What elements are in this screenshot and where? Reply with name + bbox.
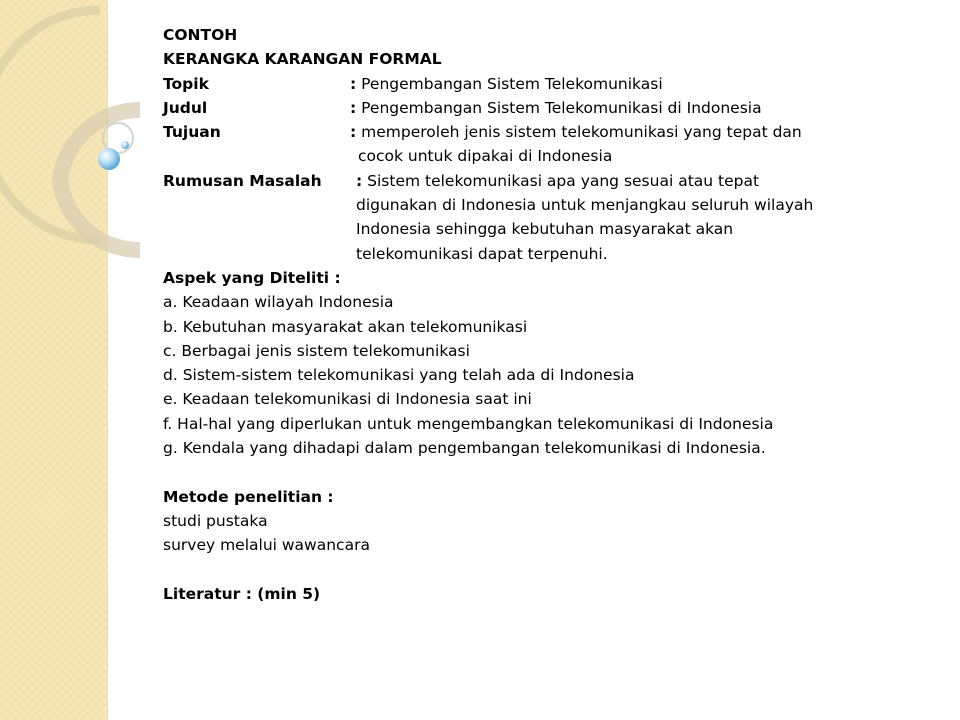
field-colon: : [350,98,357,117]
field-label: Topik [163,74,209,93]
aspek-item: d. Sistem-sistem telekomunikasi yang telah ada di Indonesia [163,366,635,385]
metode-item: survey melalui wawancara [163,536,370,555]
heading-kerangka: KERANGKA KARANGAN FORMAL [163,50,442,69]
metode-item: studi pustaka [163,511,268,530]
field-colon: : [350,74,357,93]
field-rumusan-continuation [163,193,943,217]
inner-arc [60,110,140,250]
field-label: Rumusan Masalah [163,171,322,190]
field-topik [163,72,943,96]
field-tujuan-continuation [163,144,943,168]
metode-heading: Metode penelitian : [163,487,334,506]
field-judul [163,96,943,120]
field-rumusan [163,169,943,193]
field-continuation: telekomunikasi dapat terpenuhi. [356,244,608,263]
spacer [163,460,943,484]
literatur-line: Literatur : (min 5) [163,584,321,603]
aspek-item: e. Keadaan telekomunikasi di Indonesia saat ini [163,390,532,409]
field-colon: : [350,123,357,142]
field-tujuan [163,120,943,144]
field-value: Pengembangan Sistem Telekomunikasi di Indonesia [361,98,762,117]
decorative-circles [0,0,180,300]
field-value: memperoleh jenis sistem telekomunikasi yang tepat dan [361,123,802,142]
field-value: Sistem telekomunikasi apa yang sesuai atau tepat [367,171,760,190]
field-colon: : [356,171,363,190]
small-bubble [121,141,129,149]
large-bubble [98,148,120,170]
aspek-item: g. Kendala yang dihadapi dalam pengembangan telekomunikasi di Indonesia. [163,439,766,458]
field-continuation: Indonesia sehingga kebutuhan masyarakat akan [356,220,734,239]
aspek-item: f. Hal-hal yang diperlukan untuk mengembangkan telekomunikasi di Indonesia [163,414,774,433]
heading-contoh: CONTOH [163,26,238,44]
spacer [163,558,943,582]
aspek-item: c. Berbagai jenis sistem telekomunikasi [163,341,470,360]
field-rumusan-continuation [163,217,943,241]
field-rumusan-continuation [163,242,943,266]
field-value: Pengembangan Sistem Telekomunikasi [361,74,663,93]
field-label: Judul [163,98,208,117]
field-continuation: digunakan di Indonesia untuk menjangkau seluruh wilayah [356,196,814,215]
field-label: Tujuan [163,123,221,142]
aspek-item: a. Keadaan wilayah Indonesia [163,293,394,312]
field-continuation: cocok untuk dipakai di Indonesia [358,147,613,166]
document-body [163,23,943,606]
aspek-heading: Aspek yang Diteliti : [163,268,341,287]
aspek-item: b. Kebutuhan masyarakat akan telekomunikasi [163,317,528,336]
